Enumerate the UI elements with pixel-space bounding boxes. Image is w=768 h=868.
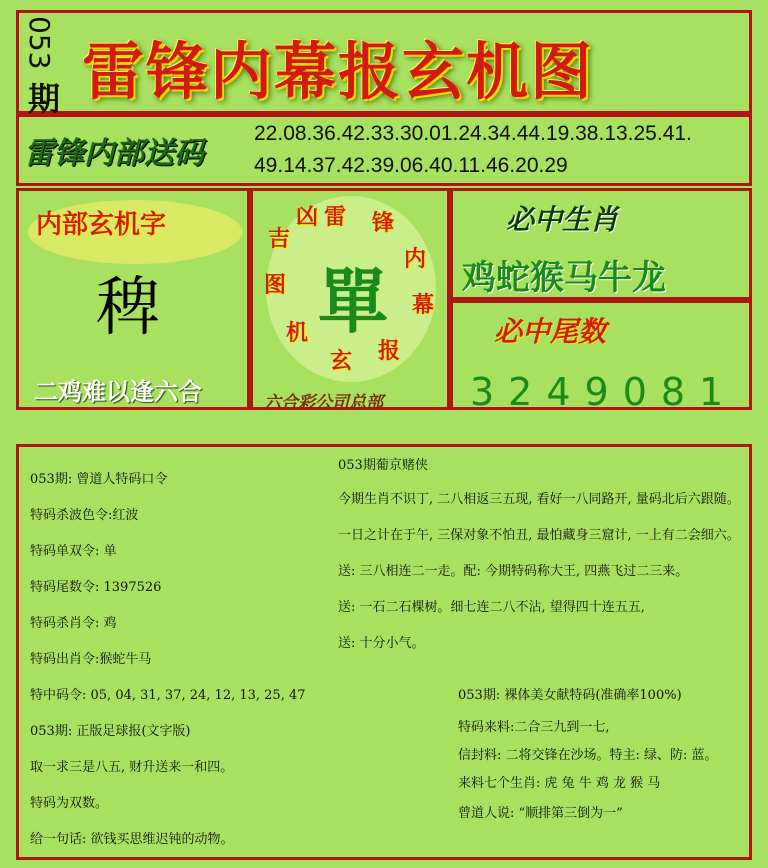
neibu-subtitle: 二鸡难以逢六合 xyxy=(34,377,202,406)
right-top-line-6: 送: 十分小气。 xyxy=(338,636,425,651)
left-line-3: 特码单双令: 单 xyxy=(30,544,117,559)
tail-digits: 3249081 xyxy=(470,370,738,414)
ring-char-7: 机 xyxy=(286,320,309,346)
numbers-row-2: 49.14.37.42.39.06.40.11.46.20.29 xyxy=(254,154,568,177)
ring-char-2: 锋 xyxy=(372,210,395,236)
right-bottom-line-1: 053期: 裸体美女献特码(准确率100%) xyxy=(458,688,682,703)
right-top-line-4: 送: 三八相连二一走。配: 今期特码称大王, 四燕飞过二三来。 xyxy=(338,564,689,579)
left-line-9: 取一求三是八五, 财升送来一和四。 xyxy=(30,760,234,775)
left-line-11: 给一句话: 欲钱买思维迟钝的动物。 xyxy=(30,832,234,847)
neibu-title: 内部玄机字 xyxy=(36,210,167,240)
left-line-8: 053期: 正版足球报(文字版) xyxy=(30,724,191,739)
numbers-row-1: 22.08.36.42.33.30.01.24.34.44.19.38.13.25.41. xyxy=(254,122,692,145)
ring-char-3: 内 xyxy=(404,246,427,272)
numbers-label: 雷锋内部送码 xyxy=(24,136,204,171)
tail-title: 必中尾数 xyxy=(494,315,607,348)
right-top-line-1: 053期葡京赌侠 xyxy=(338,458,428,473)
ring-char-1: 雷 xyxy=(324,204,347,230)
issue-number: 053 xyxy=(23,16,56,70)
right-bottom-line-2: 特码来料:二合三九到一七, xyxy=(458,720,610,735)
left-line-5: 特码杀肖令: 鸡 xyxy=(30,616,117,631)
zodiac-list: 鸡蛇猴马牛龙 xyxy=(462,258,666,298)
right-top-line-5: 送: 一石二石棵树。细七连二八不沾, 望得四十连五五, xyxy=(338,600,645,615)
neibu-character: 稗 xyxy=(96,271,160,345)
ring-char-6: 玄 xyxy=(330,348,353,374)
zodiac-title: 必中生肖 xyxy=(506,203,619,236)
ring-char-4: 幕 xyxy=(412,292,435,318)
ring-char-5: 报 xyxy=(378,338,401,364)
right-bottom-line-3: 信封料: 二将交锋在沙场。特主: 绿、防: 蓝。 xyxy=(458,748,718,763)
right-top-line-3: 一日之计在于午, 三保对象不怕丑, 最怕藏身三窟计, 一上有二会细六。 xyxy=(338,528,740,543)
left-line-2: 特码杀波色令:红波 xyxy=(30,508,139,523)
right-bottom-line-5: 曾道人说: “顺排第三倒为一” xyxy=(458,806,623,821)
left-line-7: 特中码令: 05, 04, 31, 37, 24, 12, 13, 25, 47 xyxy=(30,688,306,703)
left-line-6: 特码出肖令:猴蛇牛马 xyxy=(30,652,152,667)
left-line-1: 053期: 曾道人特码口令 xyxy=(30,472,168,487)
right-bottom-line-4: 来料七个生肖: 虎 兔 牛 鸡 龙 猴 马 xyxy=(458,776,661,791)
page-title: 雷锋内幕报玄机图 xyxy=(82,35,595,108)
ring-char-10: 凶 xyxy=(296,204,319,230)
right-top-line-2: 今期生肖不识丁, 二八相返三五现, 看好一八同路开, 量码北后六跟随。 xyxy=(338,492,740,507)
ring-char-9: 吉 xyxy=(268,226,291,252)
ring-char-8: 图 xyxy=(264,272,287,298)
issue-suffix: 期 xyxy=(28,80,61,118)
left-line-10: 特码为双数。 xyxy=(30,796,109,811)
center-main-char: 單 xyxy=(318,260,388,343)
left-line-4: 特码尾数令: 1397526 xyxy=(30,580,162,595)
company-label: 六合彩公司总部 xyxy=(264,393,383,413)
